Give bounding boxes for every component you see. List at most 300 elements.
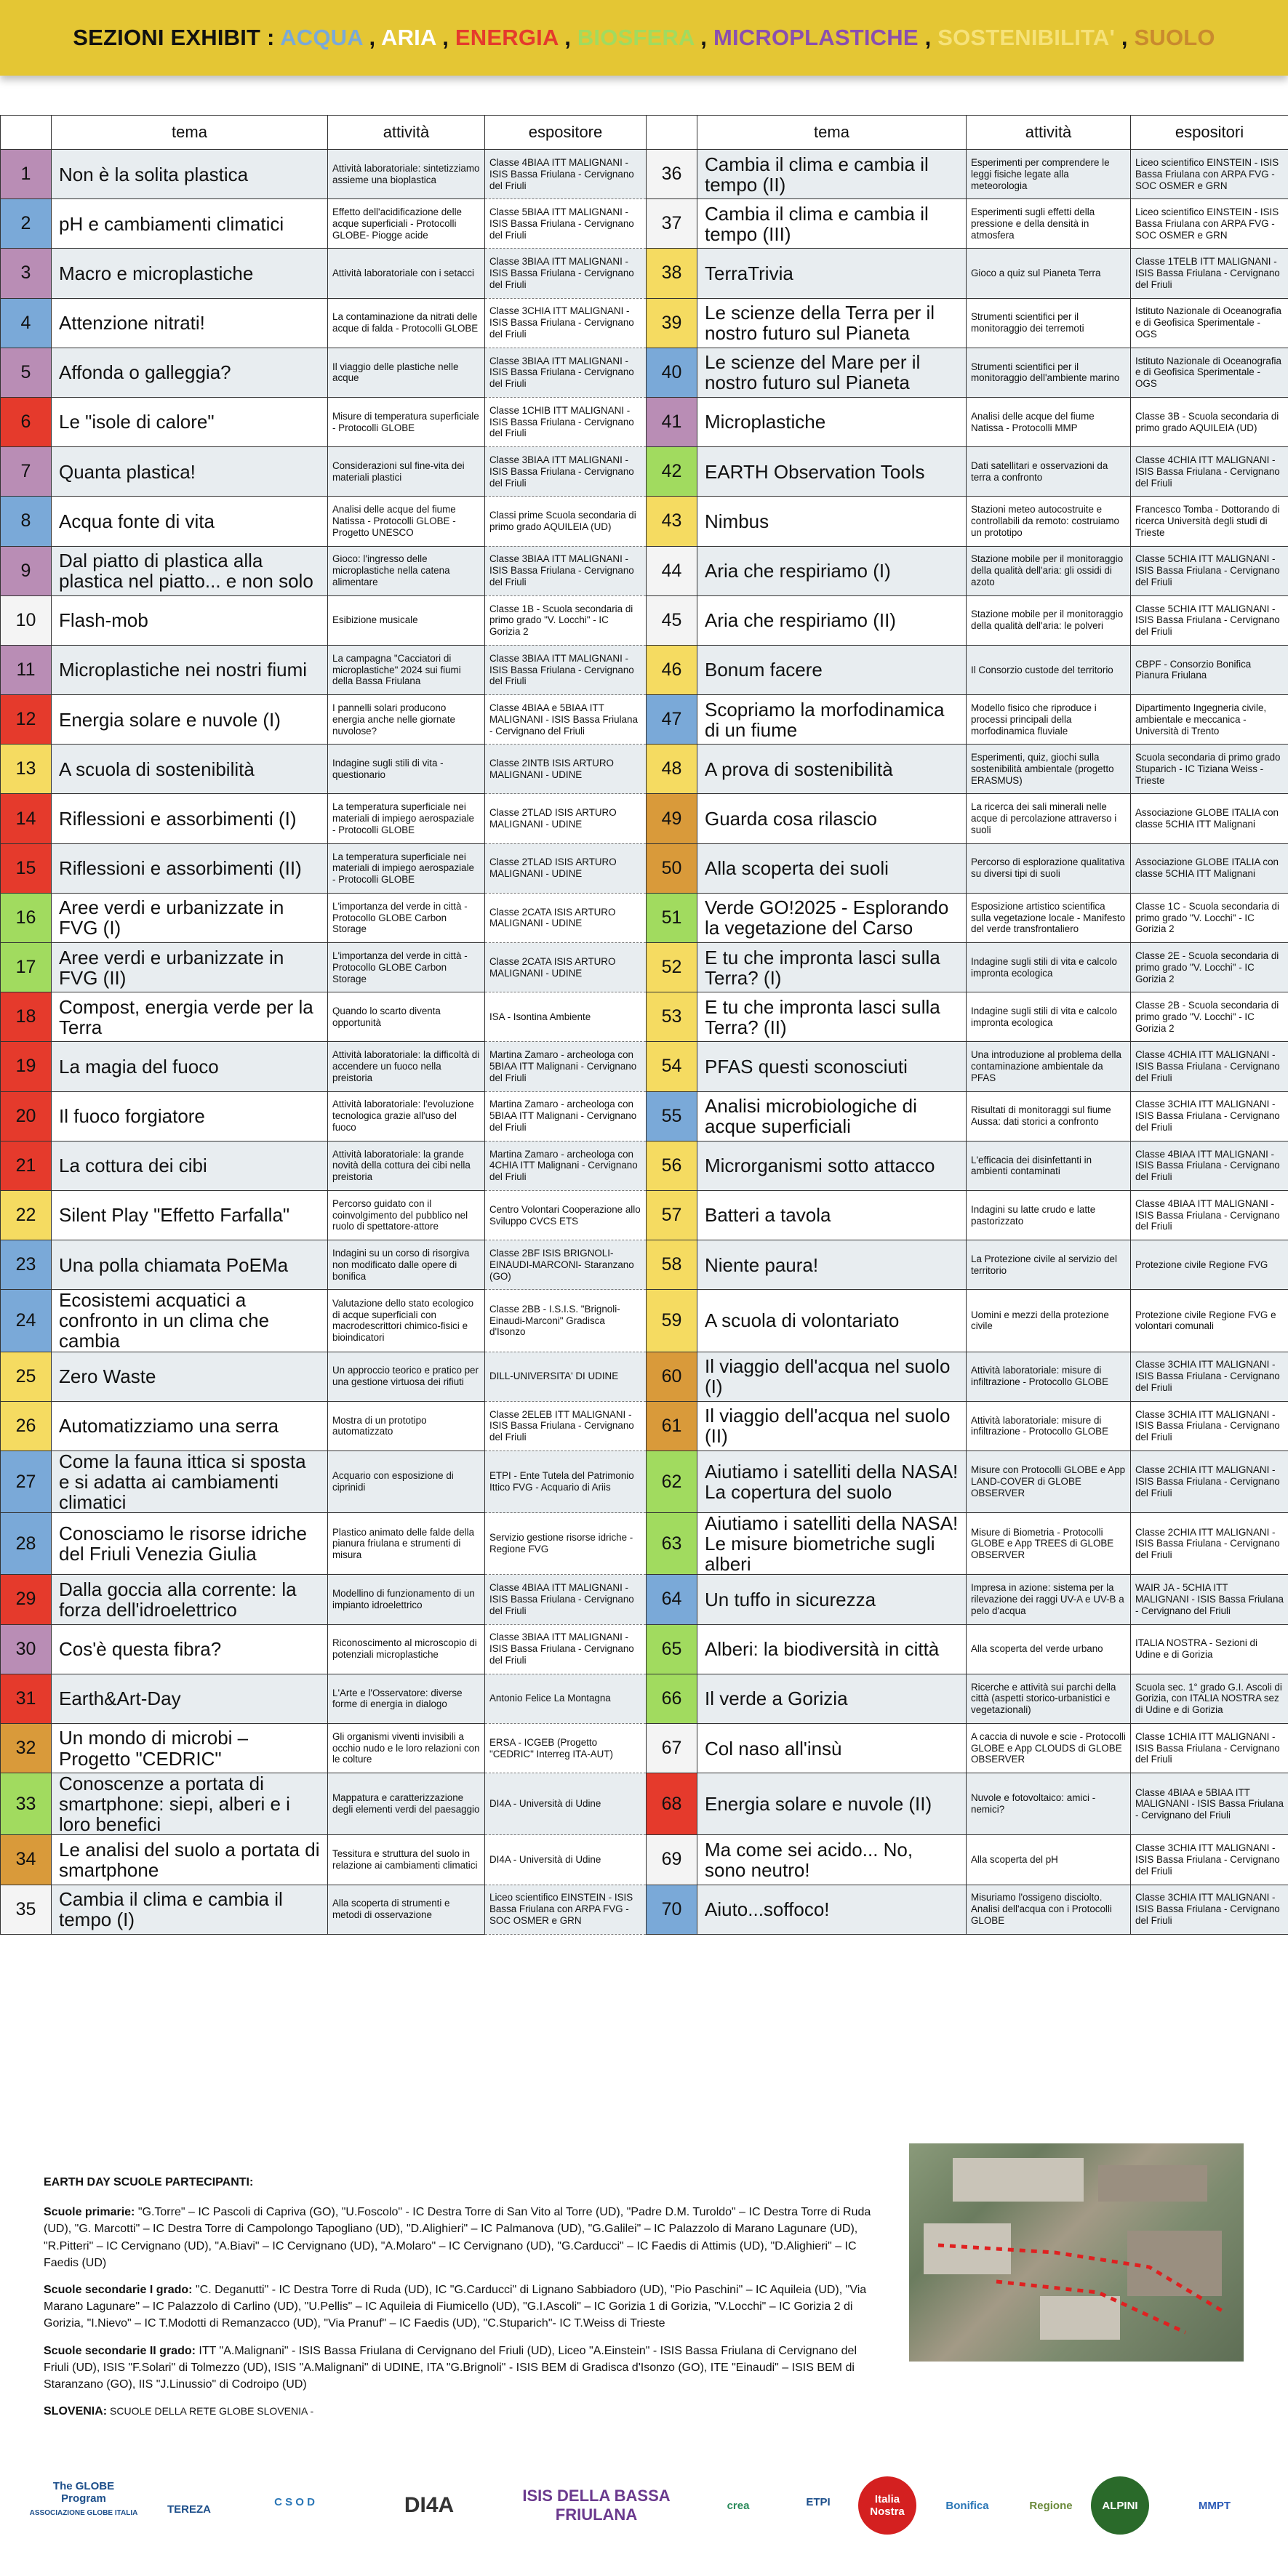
section-label-biosfera: BIOSFERA bbox=[577, 25, 695, 50]
globe-program-logo: The GLOBE Program ASSOCIAZIONE GLOBE ITALIA bbox=[29, 2479, 138, 2517]
exhibit-exhibitor: CBPF - Consorzio Bonifica Pianura Friulana bbox=[1131, 645, 1288, 694]
table-row bbox=[1, 1141, 1288, 1190]
exhibit-exhibitor: Servizio gestione risorse idriche - Regione FVG bbox=[485, 1513, 647, 1575]
exhibit-exhibitor: Scuola secondaria di primo grado Stuparich - IC Tiziana Weiss - Trieste bbox=[1131, 745, 1288, 794]
exhibit-number: 31 bbox=[1, 1674, 52, 1723]
exhibit-activity: Misure di Biometria - Protocolli GLOBE e App TREES di GLOBE OBSERVER bbox=[967, 1513, 1131, 1575]
header-num-right bbox=[647, 116, 697, 150]
exhibit-activity: Impresa in azione: sistema per la rilevazione dei raggi UV-A e UV-B a pelo d'acqua bbox=[967, 1575, 1131, 1624]
exhibit-number: 24 bbox=[1, 1290, 52, 1352]
table-row bbox=[1, 1190, 1288, 1240]
table-row bbox=[1, 298, 1288, 348]
exhibit-theme: Aree verdi e urbanizzate in FVG (II) bbox=[52, 943, 328, 992]
exhibit-activity: Uomini e mezzi della protezione civile bbox=[967, 1290, 1131, 1352]
exhibit-theme: Automatizziamo una serra bbox=[52, 1401, 328, 1450]
table-row bbox=[1, 943, 1288, 992]
exhibit-exhibitor: Classe 3BIAA ITT MALIGNANI - ISIS Bassa Friulana - Cervignano del Friuli bbox=[485, 645, 647, 694]
table-row bbox=[1, 348, 1288, 397]
exhibit-number: 38 bbox=[647, 249, 697, 298]
exhibit-theme: E tu che impronta lasci sulla Terra? (I) bbox=[697, 943, 967, 992]
banner-prefix: SEZIONI EXHIBIT : bbox=[73, 25, 281, 50]
section-label-sostenibilita: SOSTENIBILITA' bbox=[937, 25, 1116, 50]
exhibit-activity: Alla scoperta del pH bbox=[967, 1835, 1131, 1885]
exhibit-exhibitor: Classe 3CHIA ITT MALIGNANI - ISIS Bassa Friulana - Cervignano del Friuli bbox=[485, 298, 647, 348]
table-row bbox=[1, 1401, 1288, 1450]
exhibit-number: 45 bbox=[647, 595, 697, 645]
exhibit-exhibitor: Classe 3BIAA ITT MALIGNANI - ISIS Bassa Friulana - Cervignano del Friuli bbox=[485, 348, 647, 397]
exhibit-number: 34 bbox=[1, 1835, 52, 1885]
exhibit-activity: Strumenti scientifici per il monitoraggio dell'ambiente marino bbox=[967, 348, 1131, 397]
header-num-left bbox=[1, 116, 52, 150]
table-row bbox=[1, 1575, 1288, 1624]
exhibit-activity: Nuvole e fotovoltaico: amici - nemici? bbox=[967, 1773, 1131, 1835]
exhibit-theme: Le analisi del suolo a portata di smartphone bbox=[52, 1835, 328, 1885]
exhibit-number: 50 bbox=[647, 843, 697, 893]
exhibit-activity: L'Arte e l'Osservatore: diverse forme di energia in dialogo bbox=[328, 1674, 485, 1723]
exhibit-number: 47 bbox=[647, 695, 697, 745]
table-row bbox=[1, 1240, 1288, 1290]
table-row bbox=[1, 1091, 1288, 1141]
exhibit-activity: L'importanza del verde in città - Protocollo GLOBE Carbon Storage bbox=[328, 943, 485, 992]
exhibit-number: 63 bbox=[647, 1513, 697, 1575]
exhibit-activity: Modello fisico che riproduce i processi principali della morfodinamica fluviale bbox=[967, 695, 1131, 745]
table-row bbox=[1, 1290, 1288, 1352]
exhibit-number: 48 bbox=[647, 745, 697, 794]
exhibit-theme: A scuola di volontariato bbox=[697, 1290, 967, 1352]
exhibit-activity: L'efficacia dei disinfettanti in ambienti contaminati bbox=[967, 1141, 1131, 1190]
exhibit-theme: Conoscenze a portata di smartphone: siepi, alberi e i loro benefici bbox=[52, 1773, 328, 1835]
exhibit-activity: Gli organismi viventi invisibili a occhio nudo e le loro relazioni con le colture bbox=[328, 1723, 485, 1773]
exhibit-activity: Alla scoperta di strumenti e metodi di osservazione bbox=[328, 1885, 485, 1934]
exhibit-theme: PFAS questi sconosciuti bbox=[697, 1042, 967, 1091]
section-label-aria: ARIA bbox=[381, 25, 436, 50]
exhibit-activity: Analisi delle acque del fiume Natissa - Protocolli GLOBE - Progetto UNESCO bbox=[328, 497, 485, 546]
exhibit-number: 6 bbox=[1, 397, 52, 446]
footer bbox=[0, 2135, 1288, 2576]
exhibit-number: 60 bbox=[647, 1352, 697, 1401]
exhibit-number: 29 bbox=[1, 1575, 52, 1624]
table-row bbox=[1, 1352, 1288, 1401]
exhibit-number: 1 bbox=[1, 150, 52, 199]
header-tema-left: tema bbox=[52, 116, 328, 150]
exhibit-exhibitor: Classe 1CHIB ITT MALIGNANI - ISIS Bassa Friulana - Cervignano del Friuli bbox=[485, 397, 647, 446]
exhibit-theme: pH e cambiamenti climatici bbox=[52, 199, 328, 249]
exhibit-number: 57 bbox=[647, 1190, 697, 1240]
exhibit-exhibitor: Associazione GLOBE ITALIA con classe 5CHIA ITT Malignani bbox=[1131, 794, 1288, 843]
regione-logo: Regione bbox=[1029, 2499, 1073, 2512]
table-row bbox=[1, 1450, 1288, 1512]
exhibit-theme: Cambia il clima e cambia il tempo (I) bbox=[52, 1885, 328, 1934]
exhibit-number: 43 bbox=[647, 497, 697, 546]
table-row bbox=[1, 843, 1288, 893]
exhibit-theme: Le "isole di calore" bbox=[52, 397, 328, 446]
exhibit-activity: Stazioni meteo autocostruite e controllabili da remoto: costruiamo un prototipo bbox=[967, 497, 1131, 546]
exhibit-activity: Attività laboratoriale: l'evoluzione tecnologica grazie all'uso del fuoco bbox=[328, 1091, 485, 1141]
exhibit-theme: Energia solare e nuvole (II) bbox=[697, 1773, 967, 1835]
exhibit-exhibitor: Martina Zamaro - archeologa con 5BIAA ITT Malignani - Cervignano del Friuli bbox=[485, 1091, 647, 1141]
exhibit-number: 66 bbox=[647, 1674, 697, 1723]
exhibit-exhibitor: Classe 4BIAA e 5BIAA ITT MALIGNANI - ISIS Bassa Friulana - Cervignano del Friuli bbox=[1131, 1773, 1288, 1835]
exhibit-number: 51 bbox=[647, 893, 697, 942]
exhibit-exhibitor: Classe 2BF ISIS BRIGNOLI-EINAUDI-MARCONI- Staranzano (GO) bbox=[485, 1240, 647, 1290]
exhibit-theme: Riflessioni e assorbimenti (I) bbox=[52, 794, 328, 843]
exhibit-exhibitor: Classe 1B - Scuola secondaria di primo grado "V. Locchi" - IC Gorizia 2 bbox=[485, 595, 647, 645]
table-row bbox=[1, 497, 1288, 546]
exhibit-exhibitor: Classe 3CHIA ITT MALIGNANI - ISIS Bassa Friulana - Cervignano del Friuli bbox=[1131, 1401, 1288, 1450]
exhibit-theme: Compost, energia verde per la Terra bbox=[52, 992, 328, 1042]
exhibit-activity: Esperimenti sugli effetti della pressione e della densità in atmosfera bbox=[967, 199, 1131, 249]
exhibit-activity: Percorso di esplorazione qualitativa su diversi tipi di suoli bbox=[967, 843, 1131, 893]
exhibit-activity: Ricerche e attività sui parchi della città (aspetti storico-urbanistici e vegetazionali) bbox=[967, 1674, 1131, 1723]
exhibit-exhibitor: Martina Zamaro - archeologa con 5BIAA ITT Malignani - Cervignano del Friuli bbox=[485, 1042, 647, 1091]
exhibit-number: 15 bbox=[1, 843, 52, 893]
exhibit-theme: Aria che respiriamo (II) bbox=[697, 595, 967, 645]
exhibit-exhibitor: Classe 4BIAA ITT MALIGNANI - ISIS Bassa Friulana - Cervignano del Friuli bbox=[1131, 1141, 1288, 1190]
exhibit-exhibitor: Classe 2E - Scuola secondaria di primo grado "V. Locchi" - IC Gorizia 2 bbox=[1131, 943, 1288, 992]
exhibit-number: 5 bbox=[1, 348, 52, 397]
exhibit-theme: Aiutiamo i satelliti della NASA! Le misure biometriche sugli alberi bbox=[697, 1513, 967, 1575]
exhibit-number: 8 bbox=[1, 497, 52, 546]
exhibit-number: 39 bbox=[647, 298, 697, 348]
exhibit-exhibitor: Classe 4CHIA ITT MALIGNANI - ISIS Bassa Friulana - Cervignano del Friuli bbox=[1131, 447, 1288, 497]
exhibit-theme: Earth&Art-Day bbox=[52, 1674, 328, 1723]
section-separator: , bbox=[918, 25, 938, 50]
exhibit-theme: Dalla goccia alla corrente: la forza dell'idroelettrico bbox=[52, 1575, 328, 1624]
exhibit-number: 62 bbox=[647, 1450, 697, 1512]
exhibit-activity: Il viaggio delle plastiche nelle acque bbox=[328, 348, 485, 397]
exhibit-exhibitor: Protezione civile Regione FVG e volontari comunali bbox=[1131, 1290, 1288, 1352]
table-row bbox=[1, 893, 1288, 942]
exhibit-theme: Aiutiamo i satelliti della NASA! La copertura del suolo bbox=[697, 1450, 967, 1512]
exhibit-theme: Niente paura! bbox=[697, 1240, 967, 1290]
exhibit-exhibitor: Istituto Nazionale di Oceanografia e di Geofisica Sperimentale - OGS bbox=[1131, 298, 1288, 348]
exhibit-number: 44 bbox=[647, 546, 697, 595]
exhibit-exhibitor: Classe 5BIAA ITT MALIGNANI - ISIS Bassa Friulana - Cervignano del Friuli bbox=[485, 199, 647, 249]
exhibit-theme: Il verde a Gorizia bbox=[697, 1674, 967, 1723]
exhibit-theme: Il viaggio dell'acqua nel suolo (I) bbox=[697, 1352, 967, 1401]
table-row bbox=[1, 1042, 1288, 1091]
exhibit-activity: L'importanza del verde in città - Protocollo GLOBE Carbon Storage bbox=[328, 893, 485, 942]
consorzio-logo: Bonifica bbox=[945, 2499, 989, 2512]
exhibit-number: 70 bbox=[647, 1885, 697, 1934]
exhibit-activity: Gioco: l'ingresso delle microplastiche nella catena alimentare bbox=[328, 546, 485, 595]
exhibit-activity: Il Consorzio custode del territorio bbox=[967, 645, 1131, 694]
exhibit-table bbox=[0, 115, 1288, 1935]
exhibit-activity: Esperimenti per comprendere le leggi fisiche legate alla meteorologia bbox=[967, 150, 1131, 199]
table-row bbox=[1, 695, 1288, 745]
exhibit-activity: Attività laboratoriale: la difficoltà di accendere un fuoco nella preistoria bbox=[328, 1042, 485, 1091]
exhibit-exhibitor: Martina Zamaro - archeologa con 4CHIA ITT Malignani - Cervignano del Friuli bbox=[485, 1141, 647, 1190]
italia-nostra-logo: Italia Nostra bbox=[858, 2476, 916, 2535]
exhibit-number: 7 bbox=[1, 447, 52, 497]
exhibit-exhibitor: Classe 3BIAA ITT MALIGNANI - ISIS Bassa Friulana - Cervignano del Friuli bbox=[485, 249, 647, 298]
exhibit-theme: Energia solare e nuvole (I) bbox=[52, 695, 328, 745]
exhibit-activity: Attività laboratoriale con i setacci bbox=[328, 249, 485, 298]
exhibit-activity: Misuriamo l'ossigeno disciolto. Analisi dell'acqua con i Protocolli GLOBE bbox=[967, 1885, 1131, 1934]
exhibit-exhibitor: Dipartimento Ingegneria civile, ambientale e meccanica - Università di Trento bbox=[1131, 695, 1288, 745]
exhibit-theme: Riflessioni e assorbimenti (II) bbox=[52, 843, 328, 893]
secondary-1-schools: Scuole secondarie I grado: "C. Deganutti" - IC Destra Torre di Ruda (UD), IC "G.Carducci" di Lignano Sabbiadoro (UD), "Pio Paschini" – IC Aquileia (UD), "Via Marano Lagunare" – IC Palazzolo di Carlino (UD), "U.Pellis" – IC Aquileia di Fiumicello (UD), "G.I.Ascoli" – IC Gorizia 1 di Gorizia, "V.Locchi" – IC Gorizia 2 di Gorizia, "I.Nievo" – IC T.Modotti di Remanzacco (UD), "Via Pranuf" – IC Faedis (UD), "C.Stuparich"- IC T.Weiss di Trieste bbox=[44, 2283, 867, 2330]
exhibit-activity: A caccia di nuvole e scie - Protocolli GLOBE e App CLOUDS di GLOBE OBSERVER bbox=[967, 1723, 1131, 1773]
exhibit-theme: Macro e microplastiche bbox=[52, 249, 328, 298]
exhibit-exhibitor: Classe 2CATA ISIS ARTURO MALIGNANI - UDINE bbox=[485, 893, 647, 942]
exhibit-exhibitor: Istituto Nazionale di Oceanografia e di Geofisica Sperimentale - OGS bbox=[1131, 348, 1288, 397]
section-separator: , bbox=[1115, 25, 1135, 50]
exhibit-activity: Stazione mobile per il monitoraggio della qualità dell'aria: le polveri bbox=[967, 595, 1131, 645]
section-label-microplastiche: MICROPLASTICHE bbox=[713, 25, 919, 50]
exhibit-number: 52 bbox=[647, 943, 697, 992]
exhibit-theme: Ma come sei acido... No, sono neutro! bbox=[697, 1835, 967, 1885]
table-row bbox=[1, 1624, 1288, 1674]
table-row bbox=[1, 546, 1288, 595]
exhibit-activity: Mostra di un prototipo automatizzato bbox=[328, 1401, 485, 1450]
banner-title bbox=[73, 25, 1215, 51]
table-row bbox=[1, 1723, 1288, 1773]
exhibit-theme: E tu che impronta lasci sulla Terra? (II) bbox=[697, 992, 967, 1042]
exhibit-theme: Quanta plastica! bbox=[52, 447, 328, 497]
exhibit-activity: La temperatura superficiale nei materiali di impiego aerospaziale - Protocolli GLOBE bbox=[328, 843, 485, 893]
exhibit-activity: Attività laboratoriale: misure di infiltrazione - Protocollo GLOBE bbox=[967, 1401, 1131, 1450]
exhibit-number: 58 bbox=[647, 1240, 697, 1290]
exhibit-exhibitor: Classe 2TLAD ISIS ARTURO MALIGNANI - UDINE bbox=[485, 794, 647, 843]
exhibit-exhibitor: Liceo scientifico EINSTEIN - ISIS Bassa Friulana con ARPA FVG - SOC OSMER e GRN bbox=[485, 1885, 647, 1934]
exhibit-exhibitor: Classe 3BIAA ITT MALIGNANI - ISIS Bassa Friulana - Cervignano del Friuli bbox=[485, 447, 647, 497]
section-separator: , bbox=[558, 25, 577, 50]
table-row bbox=[1, 249, 1288, 298]
exhibit-theme: Conosciamo le risorse idriche del Friuli Venezia Giulia bbox=[52, 1513, 328, 1575]
exhibit-theme: Col naso all'insù bbox=[697, 1723, 967, 1773]
exhibit-theme: Verde GO!2025 - Esplorando la vegetazione del Carso bbox=[697, 893, 967, 942]
etpi-logo: ETPI bbox=[806, 2495, 831, 2508]
exhibit-activity: Percorso guidato con il coinvolgimento del pubblico nel ruolo di spettatore-attore bbox=[328, 1190, 485, 1240]
exhibit-activity: Misure di temperatura superficiale - Protocolli GLOBE bbox=[328, 397, 485, 446]
exhibit-theme: Silent Play "Effetto Farfalla" bbox=[52, 1190, 328, 1240]
exhibit-number: 10 bbox=[1, 595, 52, 645]
exhibit-activity: Indagine sugli stili di vita e calcolo impronta ecologica bbox=[967, 992, 1131, 1042]
exhibit-number: 13 bbox=[1, 745, 52, 794]
exhibit-number: 27 bbox=[1, 1450, 52, 1512]
exhibit-theme: Zero Waste bbox=[52, 1352, 328, 1401]
exhibit-exhibitor: Classe 2CHIA ITT MALIGNANI - ISIS Bassa Friulana - Cervignano del Friuli bbox=[1131, 1450, 1288, 1512]
exhibit-number: 3 bbox=[1, 249, 52, 298]
exhibit-number: 22 bbox=[1, 1190, 52, 1240]
sponsor-logos bbox=[29, 2440, 1265, 2556]
exhibit-exhibitor: DILL-UNIVERSITA' DI UDINE bbox=[485, 1352, 647, 1401]
exhibit-theme: Nimbus bbox=[697, 497, 967, 546]
exhibit-activity: La campagna "Cacciatori di microplastiche" 2024 sui fiumi della Bassa Friulana bbox=[328, 645, 485, 694]
exhibit-theme: Microrganismi sotto attacco bbox=[697, 1141, 967, 1190]
exhibit-exhibitor: Classe 4BIAA ITT MALIGNANI - ISIS Bassa Friulana - Cervignano del Friuli bbox=[485, 150, 647, 199]
exhibit-number: 42 bbox=[647, 447, 697, 497]
exhibit-activity: Valutazione dello stato ecologico di acque superficiali con macrodescrittori chimico-fisici e bioindicatori bbox=[328, 1290, 485, 1352]
exhibit-theme: Aiuto...soffoco! bbox=[697, 1885, 967, 1934]
section-separator: , bbox=[694, 25, 713, 50]
exhibit-number: 16 bbox=[1, 893, 52, 942]
exhibit-activity: I pannelli solari producono energia anche nelle giornate nuvolose? bbox=[328, 695, 485, 745]
exhibit-exhibitor: Classe 2CATA ISIS ARTURO MALIGNANI - UDINE bbox=[485, 943, 647, 992]
exhibit-theme: Acqua fonte di vita bbox=[52, 497, 328, 546]
exhibit-exhibitor: Classe 2CHIA ITT MALIGNANI - ISIS Bassa Friulana - Cervignano del Friuli bbox=[1131, 1513, 1288, 1575]
exhibit-number: 11 bbox=[1, 645, 52, 694]
participants-text bbox=[44, 2174, 879, 2430]
exhibit-number: 2 bbox=[1, 199, 52, 249]
table-row bbox=[1, 1835, 1288, 1885]
exhibit-exhibitor: Classe 3B - Scuola secondaria di primo grado AQUILEIA (UD) bbox=[1131, 397, 1288, 446]
participants-heading: EARTH DAY SCUOLE PARTECIPANTI: bbox=[44, 2176, 254, 2188]
exhibit-number: 64 bbox=[647, 1575, 697, 1624]
exhibit-activity: Attività laboratoriale: la grande novità della cottura dei cibi nella preistoria bbox=[328, 1141, 485, 1190]
table-row bbox=[1, 794, 1288, 843]
exhibit-exhibitor: Antonio Felice La Montagna bbox=[485, 1674, 647, 1723]
exhibit-theme: Bonum facere bbox=[697, 645, 967, 694]
exhibit-activity: Misure con Protocolli GLOBE e App LAND-COVER di GLOBE OBSERVER bbox=[967, 1450, 1131, 1512]
exhibit-activity: Strumenti scientifici per il monitoraggio dei terremoti bbox=[967, 298, 1131, 348]
exhibit-exhibitor: Classe 2B - Scuola secondaria di primo grado "V. Locchi" - IC Gorizia 2 bbox=[1131, 992, 1288, 1042]
crea-logo: crea bbox=[727, 2499, 750, 2512]
table-row bbox=[1, 745, 1288, 794]
exhibit-number: 35 bbox=[1, 1885, 52, 1934]
exhibit-number: 40 bbox=[647, 348, 697, 397]
exhibit-theme: EARTH Observation Tools bbox=[697, 447, 967, 497]
exhibit-number: 41 bbox=[647, 397, 697, 446]
exhibit-theme: Il fuoco forgiatore bbox=[52, 1091, 328, 1141]
exhibit-activity: Dati satellitari e osservazioni da terra a confronto bbox=[967, 447, 1131, 497]
exhibit-theme: Alberi: la biodiversità in città bbox=[697, 1624, 967, 1674]
exhibit-exhibitor: Scuola sec. 1° grado G.I. Ascoli di Gorizia, con ITALIA NOSTRA sez di Udine e di Gorizia bbox=[1131, 1674, 1288, 1723]
tereza-logo: TEREZA bbox=[167, 2503, 211, 2516]
section-label-suolo: SUOLO bbox=[1134, 25, 1215, 50]
table-row bbox=[1, 595, 1288, 645]
exhibit-exhibitor: Classe 1TELB ITT MALIGNANI - ISIS Bassa Friulana - Cervignano del Friuli bbox=[1131, 249, 1288, 298]
exhibit-number: 23 bbox=[1, 1240, 52, 1290]
exhibit-activity: Gioco a quiz sul Pianeta Terra bbox=[967, 249, 1131, 298]
exhibit-exhibitor: Centro Volontari Cooperazione allo Sviluppo CVCS ETS bbox=[485, 1190, 647, 1240]
exhibit-activity: Alla scoperta del verde urbano bbox=[967, 1624, 1131, 1674]
primary-schools: Scuole primarie: "G.Torre" – IC Pascoli di Capriva (GO), "U.Foscolo" - IC Destra Torre di San Vito al Torre (UD), "Padre D.M. Turoldo" – IC Destra Torre di Ruda (UD), "G. Marcotti" – IC Destra Torre di Campolongo Tapogliano (UD), "D.Alighieri" – IC Palmanova (UD), "G.Galilei" – IC Palazzolo di Marano Lagunare (UD), "R.Pitteri" – IC Cervignano (UD), "A.Biavi" – IC Cervignano (UD), "A.Molaro" – IC Cervignano (UD), "G.Carducci" – IC Faedis di Attimis (UD), "D.Alighieri" – IC Faedis (UD) bbox=[44, 2206, 871, 2269]
exhibit-exhibitor: Classe 2INTB ISIS ARTURO MALIGNANI - UDINE bbox=[485, 745, 647, 794]
table-row bbox=[1, 1885, 1288, 1934]
exhibit-exhibitor: Francesco Tomba - Dottorando di ricerca Università degli studi di Trieste bbox=[1131, 497, 1288, 546]
exhibit-number: 12 bbox=[1, 695, 52, 745]
exhibit-theme: La magia del fuoco bbox=[52, 1042, 328, 1091]
exhibit-sections-banner bbox=[0, 0, 1288, 76]
header-espositore: espositore bbox=[485, 116, 647, 150]
exhibit-activity: Attività laboratoriale: misure di infiltrazione - Protocollo GLOBE bbox=[967, 1352, 1131, 1401]
exhibit-activity: Indagine sugli stili di vita - questionario bbox=[328, 745, 485, 794]
exhibit-number: 59 bbox=[647, 1290, 697, 1352]
exhibit-exhibitor: Classe 4BIAA e 5BIAA ITT MALIGNANI - ISIS Bassa Friulana - Cervignano del Friuli bbox=[485, 695, 647, 745]
exhibit-activity: Mappatura e caratterizzazione degli elementi verdi del paesaggio bbox=[328, 1773, 485, 1835]
exhibit-theme: Ecosistemi acquatici a confronto in un clima che cambia bbox=[52, 1290, 328, 1352]
exhibit-exhibitor: Classe 3CHIA ITT MALIGNANI - ISIS Bassa Friulana - Cervignano del Friuli bbox=[1131, 1352, 1288, 1401]
section-label-energia: ENERGIA bbox=[455, 25, 559, 50]
exhibit-exhibitor: DI4A - Università di Udine bbox=[485, 1835, 647, 1885]
exhibit-number: 33 bbox=[1, 1773, 52, 1835]
exhibit-theme: Non è la solita plastica bbox=[52, 150, 328, 199]
exhibit-number: 56 bbox=[647, 1141, 697, 1190]
exhibit-theme: Cos'è questa fibra? bbox=[52, 1624, 328, 1674]
exhibit-exhibitor: Classe 2ELEB ITT MALIGNANI - ISIS Bassa Friulana - Cervignano del Friuli bbox=[485, 1401, 647, 1450]
exhibit-activity: Modellino di funzionamento di un impianto idroelettrico bbox=[328, 1575, 485, 1624]
exhibit-theme: A prova di sostenibilità bbox=[697, 745, 967, 794]
exhibit-number: 65 bbox=[647, 1624, 697, 1674]
exhibit-exhibitor: Associazione GLOBE ITALIA con classe 5CHIA ITT Malignani bbox=[1131, 843, 1288, 893]
aerial-photo bbox=[909, 2143, 1244, 2362]
exhibit-theme: Microplastiche bbox=[697, 397, 967, 446]
exhibit-exhibitor: ITALIA NOSTRA - Sezioni di Udine e di Gorizia bbox=[1131, 1624, 1288, 1674]
csod-logo: C S O D bbox=[274, 2495, 315, 2508]
exhibit-activity: Riconoscimento al microscopio di potenziali microplastiche bbox=[328, 1624, 485, 1674]
di4a-logo: DI4A bbox=[404, 2493, 455, 2517]
exhibit-number: 54 bbox=[647, 1042, 697, 1091]
exhibit-activity: Attività laboratoriale: sintetizziamo assieme una bioplastica bbox=[328, 150, 485, 199]
section-separator: , bbox=[436, 25, 455, 50]
exhibit-exhibitor: Classe 1C - Scuola secondaria di primo grado "V. Locchi" - IC Gorizia 2 bbox=[1131, 893, 1288, 942]
exhibit-exhibitor: Liceo scientifico EINSTEIN - ISIS Bassa Friulana con ARPA FVG - SOC OSMER e GRN bbox=[1131, 150, 1288, 199]
exhibit-activity: Stazione mobile per il monitoraggio della qualità dell'aria: gli ossidi di azoto bbox=[967, 546, 1131, 595]
exhibit-theme: Attenzione nitrati! bbox=[52, 298, 328, 348]
table-row bbox=[1, 645, 1288, 694]
exhibit-exhibitor: DI4A - Università di Udine bbox=[485, 1773, 647, 1835]
exhibit-exhibitor: Classe 2BB - I.S.I.S. "Brignoli-Einaudi-Marconi" Gradisca d'Isonzo bbox=[485, 1290, 647, 1352]
exhibit-number: 61 bbox=[647, 1401, 697, 1450]
exhibit-theme: A scuola di sostenibilità bbox=[52, 745, 328, 794]
exhibit-activity: Considerazioni sul fine-vita dei materiali plastici bbox=[328, 447, 485, 497]
exhibit-theme: Una polla chiamata PoEMa bbox=[52, 1240, 328, 1290]
exhibit-exhibitor: Liceo scientifico EINSTEIN - ISIS Bassa Friulana con ARPA FVG - SOC OSMER e GRN bbox=[1131, 199, 1288, 249]
table-row bbox=[1, 1513, 1288, 1575]
exhibit-activity: La ricerca dei sali minerali nelle acque di percolazione attraverso i suoli bbox=[967, 794, 1131, 843]
exhibit-exhibitor: ISA - Isontina Ambiente bbox=[485, 992, 647, 1042]
exhibit-number: 18 bbox=[1, 992, 52, 1042]
section-label-acqua: ACQUA bbox=[280, 25, 363, 50]
exhibit-activity: Tessitura e struttura del suolo in relazione ai cambiamenti climatici bbox=[328, 1835, 485, 1885]
exhibit-number: 49 bbox=[647, 794, 697, 843]
secondary-2-schools: Scuole secondarie II grado: ITT "A.Malignani" - ISIS Bassa Friulana di Cervignano del Friuli (UD), Liceo "A.Einstein" - ISIS Bassa Friulana di Cervignano del Friuli (UD), ISIS "F.Solari" di Tolmezzo (UD), ISIS "A.Malignani" di UDINE, ITA "G.Brignoli" - ISIS BEM di Gradisca d'Isonzo (GO), ITE "Einaudi" – ISIS BEM di Staranzano (GO), IIS "J.Linussio" di Codroipo (UD) bbox=[44, 2344, 857, 2391]
exhibit-theme: Le scienze del Mare per il nostro futuro sul Pianeta bbox=[697, 348, 967, 397]
header-attivita-right: attività bbox=[967, 116, 1131, 150]
exhibit-theme: Un tuffo in sicurezza bbox=[697, 1575, 967, 1624]
table-row bbox=[1, 447, 1288, 497]
exhibit-theme: Dal piatto di plastica alla plastica nel piatto... e non solo bbox=[52, 546, 328, 595]
exhibit-activity: La temperatura superficiale nei materiali di impiego aerospaziale - Protocolli GLOBE bbox=[328, 794, 485, 843]
exhibit-number: 20 bbox=[1, 1091, 52, 1141]
exhibit-number: 30 bbox=[1, 1624, 52, 1674]
route-overlay bbox=[909, 2143, 1244, 2362]
exhibit-number: 32 bbox=[1, 1723, 52, 1773]
exhibit-activity: Una introduzione al problema della contaminazione ambientale da PFAS bbox=[967, 1042, 1131, 1091]
exhibit-exhibitor: Classe 4BIAA ITT MALIGNANI - ISIS Bassa Friulana - Cervignano del Friuli bbox=[485, 1575, 647, 1624]
exhibit-theme: Aree verdi e urbanizzate in FVG (I) bbox=[52, 893, 328, 942]
exhibit-exhibitor: Classe 1CHIA ITT MALIGNANI - ISIS Bassa Friulana - Cervignano del Friuli bbox=[1131, 1723, 1288, 1773]
exhibit-theme: Un mondo di microbi – Progetto "CEDRIC" bbox=[52, 1723, 328, 1773]
header-attivita-left: attività bbox=[328, 116, 485, 150]
exhibit-exhibitor: Classi prime Scuola secondaria di primo grado AQUILEIA (UD) bbox=[485, 497, 647, 546]
exhibit-activity: Analisi delle acque del fiume Natissa - Protocolli MMP bbox=[967, 397, 1131, 446]
exhibit-number: 14 bbox=[1, 794, 52, 843]
exhibit-activity: Plastico animato delle falde della pianura friulana e strumenti di misura bbox=[328, 1513, 485, 1575]
exhibit-theme: Il viaggio dell'acqua nel suolo (II) bbox=[697, 1401, 967, 1450]
exhibit-number: 55 bbox=[647, 1091, 697, 1141]
exhibit-number: 36 bbox=[647, 150, 697, 199]
exhibit-number: 4 bbox=[1, 298, 52, 348]
table-row bbox=[1, 1773, 1288, 1835]
exhibit-exhibitor: Classe 2TLAD ISIS ARTURO MALIGNANI - UDINE bbox=[485, 843, 647, 893]
table-row bbox=[1, 992, 1288, 1042]
alpini-logo: ALPINI bbox=[1091, 2476, 1149, 2535]
header-espositori: espositori bbox=[1131, 116, 1288, 150]
table-row bbox=[1, 397, 1288, 446]
